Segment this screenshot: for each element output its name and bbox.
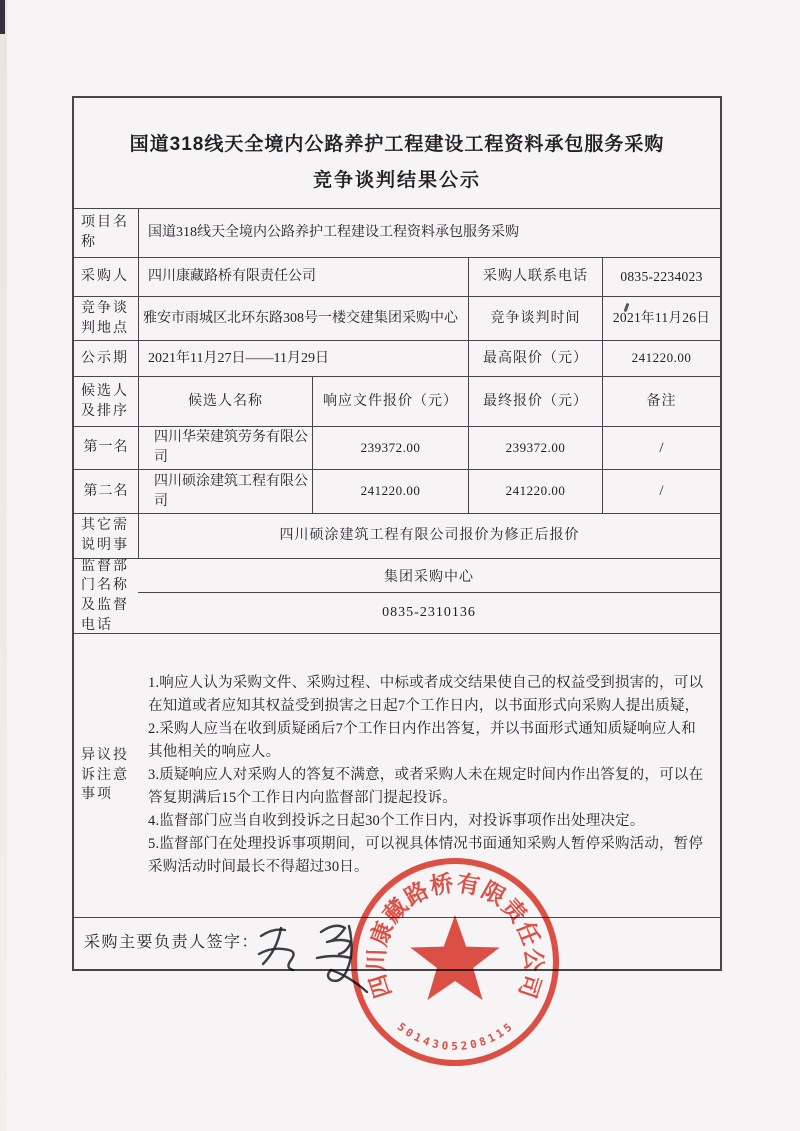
candidate2-note: /: [602, 470, 720, 513]
row-negotiation: [74, 296, 720, 340]
max-price-value: 241220.00: [602, 341, 720, 376]
document-title: [74, 98, 720, 208]
other-notes-value: 四川硕涂建筑工程有限公司报价为修正后报价: [138, 514, 720, 558]
candidate2-bid: 241220.00: [312, 470, 468, 513]
seal-star-icon: [410, 915, 499, 1000]
svg-text:康: 康: [366, 918, 398, 949]
candidate1-rank: 第一名: [83, 440, 129, 456]
svg-text:公: 公: [520, 947, 547, 972]
svg-text:5: 5: [394, 1020, 409, 1036]
svg-text:0: 0: [440, 1039, 450, 1053]
objection-item-3: 3.质疑响应人对采购人的答复不满意，或者采购人未在规定时间内作出答复的，可以在答复期满后15个工作日内向监督部门提起投诉。: [148, 767, 704, 806]
svg-text:1: 1: [493, 1025, 508, 1041]
candidates-final-header: 最终报价（元）: [468, 377, 602, 426]
negotiation-time-value: 2021年11月26日: [602, 297, 720, 340]
svg-text:任: 任: [512, 918, 544, 949]
negotiation-venue-value: 雅安市雨城区北环东路308号一楼交建集团采购中心: [138, 297, 468, 340]
company-seal: [325, 832, 585, 1092]
svg-text:川: 川: [363, 947, 390, 972]
seal-serial-number: [395, 1020, 515, 1053]
purchaser-phone-value: 0835-2234023: [602, 258, 720, 296]
other-notes-label: 其它需说明事: [81, 518, 129, 553]
svg-text:5: 5: [451, 1040, 459, 1053]
scan-edge-artifact: [0, 0, 7, 1131]
svg-text:限: 限: [477, 877, 510, 911]
svg-text:0: 0: [468, 1037, 480, 1052]
purchaser-phone-label: 采购人联系电话: [468, 258, 602, 296]
svg-text:5: 5: [501, 1020, 516, 1036]
row-supervision: [74, 558, 720, 633]
svg-text:桥: 桥: [428, 870, 456, 900]
svg-text:1: 1: [411, 1030, 425, 1046]
objection-item-1: 1.响应人认为采购文件、采购过程、中标或者成交结果使自己的权益受到损害的，可以在知道或者应知其权益受到损害之日起7个工作日内，以书面形式向采购人提出质疑，: [148, 675, 704, 715]
svg-text:四: 四: [365, 971, 397, 1001]
row-publicity-period: [74, 340, 720, 376]
candidates-name-header: 候选人名称: [138, 377, 312, 426]
svg-text:责: 责: [497, 893, 532, 928]
svg-text:1: 1: [485, 1030, 499, 1046]
scan-corner-artifact: [0, 0, 5, 34]
signature-label: 采购主要负责人签字：: [84, 934, 260, 952]
objection-item-4: 4.监督部门应当自收到投诉之日起30个工作日内，对投诉事项作出处理决定。: [148, 812, 645, 829]
svg-text:路: 路: [400, 877, 433, 911]
negotiation-time-label: 竞争谈判时间: [468, 297, 602, 340]
candidate2-final: 241220.00: [468, 470, 602, 513]
candidate1-note: /: [602, 427, 720, 469]
candidate1-name: 四川华荣建筑劳务有限公司: [138, 427, 312, 469]
candidate2-rank: 第二名: [83, 483, 129, 499]
supervision-values: [138, 559, 720, 633]
candidate1-bid: 239372.00: [312, 427, 468, 469]
row-purchaser: [74, 257, 720, 296]
svg-text:4: 4: [421, 1034, 433, 1050]
project-name-label: 项目名称: [81, 215, 129, 250]
objection-label: 异议投诉注意事项: [81, 748, 129, 803]
publicity-period-value: 2021年11月27日——11月29日: [138, 341, 468, 376]
publicity-period-label: 公示期: [81, 350, 129, 366]
row-other-notes: [74, 513, 720, 558]
candidate-row-2: [74, 469, 720, 513]
svg-text:2: 2: [460, 1039, 470, 1053]
svg-text:藏: 藏: [378, 893, 413, 928]
candidate-row-1: [74, 426, 720, 469]
project-name-value: 国道318线天全境内公路养护工程建设工程资料承包服务采购: [138, 209, 720, 257]
supervision-dept: 集团采购中心: [384, 569, 474, 585]
row-project-name: [74, 208, 720, 257]
purchaser-label: 采购人: [81, 269, 129, 285]
supervision-phone: 0835-2310136: [138, 592, 720, 633]
candidates-note-header: 备注: [602, 377, 720, 426]
candidates-rank-header: 候选人及排序: [81, 383, 129, 419]
title-line1: 国道318线天全境内公路养护工程建设工程资料承包服务采购: [129, 134, 665, 155]
supervision-label: 监督部门名称及监督电话: [81, 559, 129, 633]
title-line2: 竞争谈判结果公示: [312, 170, 481, 191]
svg-text:0: 0: [402, 1025, 417, 1041]
objection-item-2: 2.采购人应当在收到质疑函后7个工作日内作出答复，并以书面形式通知质疑响应人和其他相关的响应人。: [148, 721, 696, 761]
candidate2-name: 四川硕涂建筑工程有限公司: [138, 470, 312, 513]
svg-text:有: 有: [454, 870, 482, 900]
max-price-label: 最高限价（元）: [468, 341, 602, 376]
svg-text:8: 8: [477, 1034, 489, 1050]
purchaser-value: 四川康藏路桥有限责任公司: [138, 258, 468, 296]
candidates-header-row: [74, 376, 720, 426]
candidate1-final: 239372.00: [468, 427, 602, 469]
negotiation-venue-label: 竞争谈判地点: [81, 300, 129, 336]
candidates-bid-header: 响应文件报价（元）: [312, 377, 468, 426]
objection-item-5: 5.监督部门在处理投诉事项期间，可以视具体情况书面通知采购人暂停采购活动，暂停采购活动时间最长不得超过30日。: [148, 835, 704, 875]
svg-text:司: 司: [513, 971, 545, 1001]
svg-text:3: 3: [430, 1037, 442, 1052]
